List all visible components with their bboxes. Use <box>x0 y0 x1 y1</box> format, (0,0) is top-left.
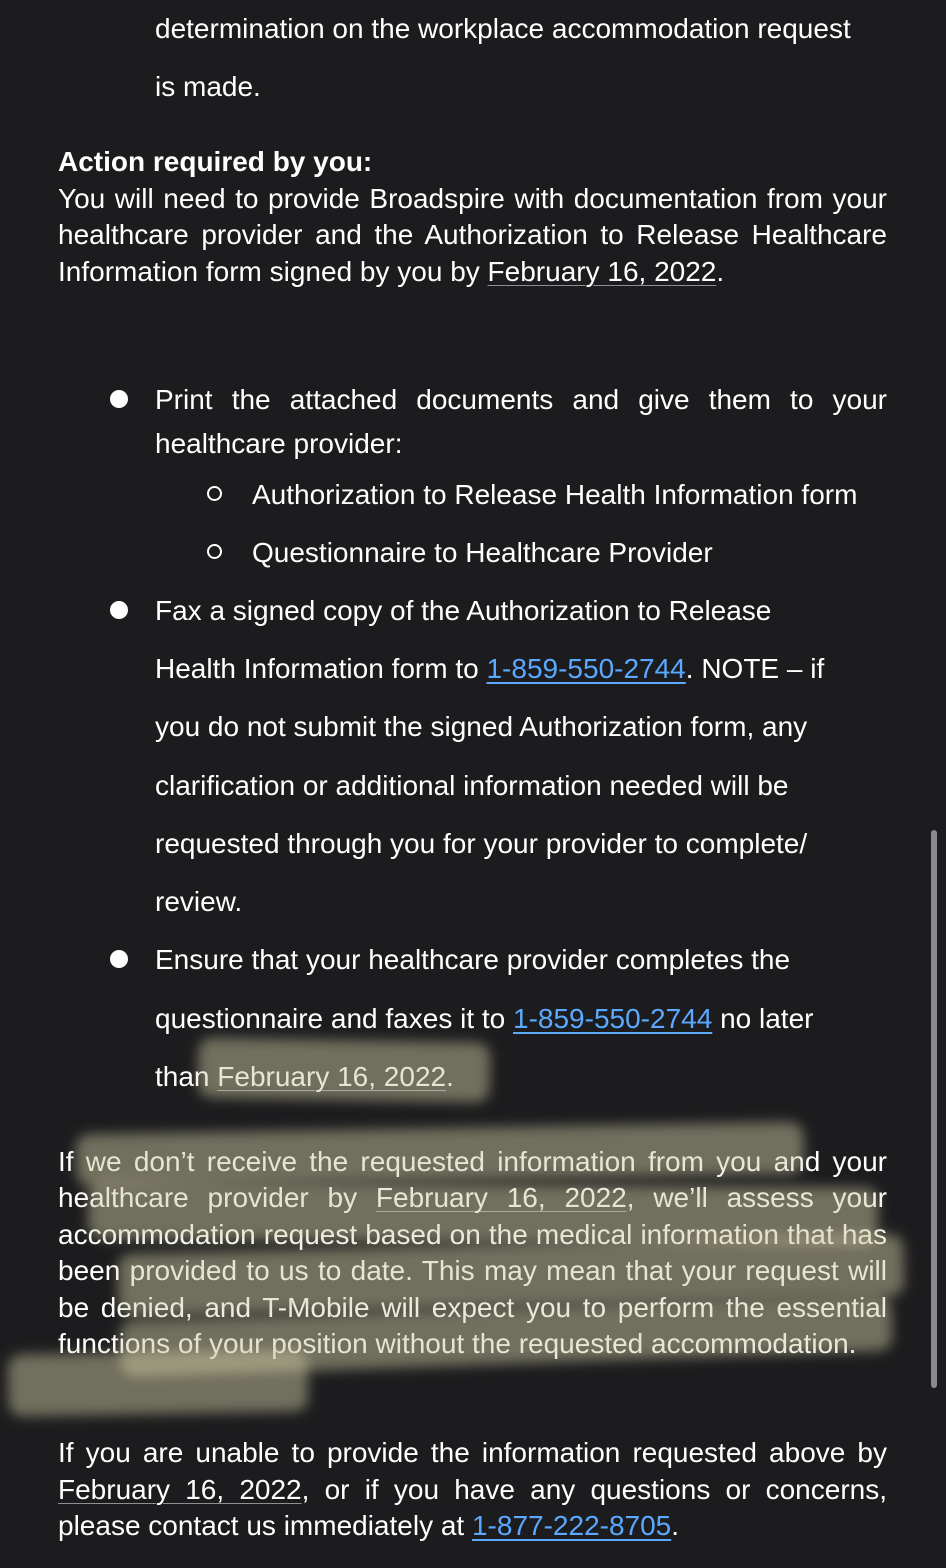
contact-phone-link[interactable]: 1-877-222-8705 <box>471 1510 672 1541</box>
top-fragment <box>155 0 887 116</box>
ensure-fax-number-link[interactable]: 1-859-550-2744 <box>513 1002 713 1034</box>
sub-bullet-circle <box>207 486 222 501</box>
top-fragment-line: determination on the workplace accommodation request <box>155 13 851 44</box>
warning-date: February 16, 2022 <box>375 1182 627 1214</box>
ensure-text-after: no later <box>712 1002 814 1034</box>
ensure-line: Ensure that your healthcare provider completes the <box>155 944 791 975</box>
action-date: February 16, 2022 <box>487 255 717 287</box>
action-paragraph <box>58 181 887 291</box>
fax-line: you do not submit the signed Authorization form, any <box>155 711 808 743</box>
bullet-dot <box>110 950 128 968</box>
fax-line: Fax a signed copy of the Authorization to Release <box>155 595 772 626</box>
contact-date: February 16, 2022 <box>58 1473 302 1505</box>
sub-item-authorization: Authorization to Release Health Information form <box>252 479 858 510</box>
ensure-line <box>155 990 887 1049</box>
bullet-ensure <box>155 931 887 1107</box>
top-fragment-line: is made. <box>155 71 261 102</box>
contact-paragraph <box>58 1435 887 1545</box>
ensure-text: questionnaire and faxes it to <box>155 1002 514 1034</box>
fax-number-link[interactable]: 1-859-550-2744 <box>486 653 686 685</box>
fax-text: Health Information form to <box>155 653 487 685</box>
scrollbar[interactable] <box>931 830 937 1388</box>
bullet-print: Print the attached documents and give them to your healthcare provider: <box>155 384 887 459</box>
ensure-end: . <box>446 1061 454 1092</box>
action-text-end: . <box>716 255 725 287</box>
contact-text: If you are unable to provide the information requested above by <box>58 1437 887 1468</box>
contact-end: . <box>671 1510 680 1541</box>
fax-line <box>155 640 887 698</box>
action-text: You will need to provide Broadspire with documentation from your healthcare provider and the Authorization to Release Healthcare Information form signed by you by <box>58 182 887 287</box>
sub-bullet-circle <box>207 544 222 559</box>
warning-text: If we don’t receive the requested information from you and your healthcare provider by <box>58 1146 887 1214</box>
action-section <box>58 144 887 290</box>
bullet-dot <box>110 390 128 408</box>
action-heading: Action required by you: <box>58 146 373 177</box>
fax-line: clarification or additional information needed will be <box>155 769 789 801</box>
ensure-date: February 16, 2022 <box>217 1061 447 1092</box>
fax-note: . NOTE – if <box>685 653 825 685</box>
warning-text-rest: , we’ll assess your accommodation request based on the medical information that has been provided to us to date. This may mean that your request will be denied, and T-Mobile will expect you to perform the essential functions of your position without the requested accommodation. <box>58 1182 887 1360</box>
sub-item-questionnaire: Questionnaire to Healthcare Provider <box>252 537 713 568</box>
warning-paragraph <box>58 1144 887 1362</box>
fax-line: review. <box>155 886 243 918</box>
fax-line: requested through you for your provider to complete/ <box>155 827 808 859</box>
ensure-than: than <box>155 1061 218 1092</box>
contact-text-middle: , or if you have any questions or concerns, please contact us immediately at <box>58 1473 887 1541</box>
ensure-line <box>155 1048 887 1107</box>
bullet-fax <box>155 582 887 931</box>
bullet-dot <box>110 601 128 619</box>
